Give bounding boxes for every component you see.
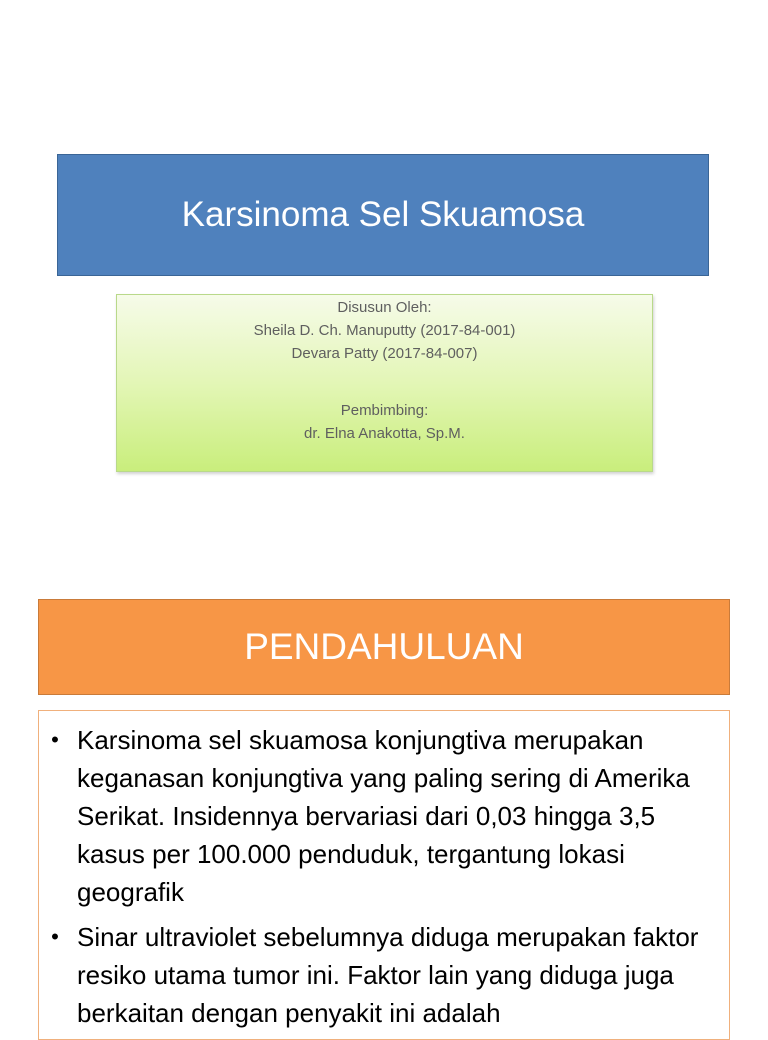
author-2: Devara Patty (2017-84-007) <box>291 345 478 362</box>
spacer <box>117 365 652 399</box>
content-box <box>38 710 730 1040</box>
advisor-name: dr. Elna Anakotta, Sp.M. <box>304 425 465 442</box>
bullet-item <box>45 918 719 1032</box>
bullet-item <box>45 721 719 911</box>
authors-heading: Disusun Oleh: <box>337 299 432 316</box>
bullet-icon: • <box>51 924 59 949</box>
author-1: Sheila D. Ch. Manuputty (2017-84-001) <box>253 322 516 339</box>
bullet-text: Sinar ultraviolet sebelumnya diduga merupakan faktor resiko utama tumor ini. Faktor lain yang diduga juga berkaitan dengan penyakit ini adalah <box>77 922 699 1028</box>
slide2-title-box <box>38 599 730 695</box>
advisor-heading: Pembimbing: <box>340 402 429 419</box>
slide1-title: Karsinoma Sel Skuamosa <box>181 195 585 234</box>
bullet-list <box>39 711 729 1032</box>
bullet-text: Karsinoma sel skuamosa konjungtiva merupakan keganasan konjungtiva yang paling sering di Amerika Serikat. Insidennya bervariasi dari 0,03 hingga 3,5 kasus per 100.000 penduduk, tergantung lokasi geografik <box>77 725 690 907</box>
bullet-icon: • <box>51 727 59 752</box>
slide1-title-box <box>57 154 709 276</box>
authors-box <box>116 294 653 472</box>
slide2-title: PENDAHULUAN <box>244 626 524 667</box>
